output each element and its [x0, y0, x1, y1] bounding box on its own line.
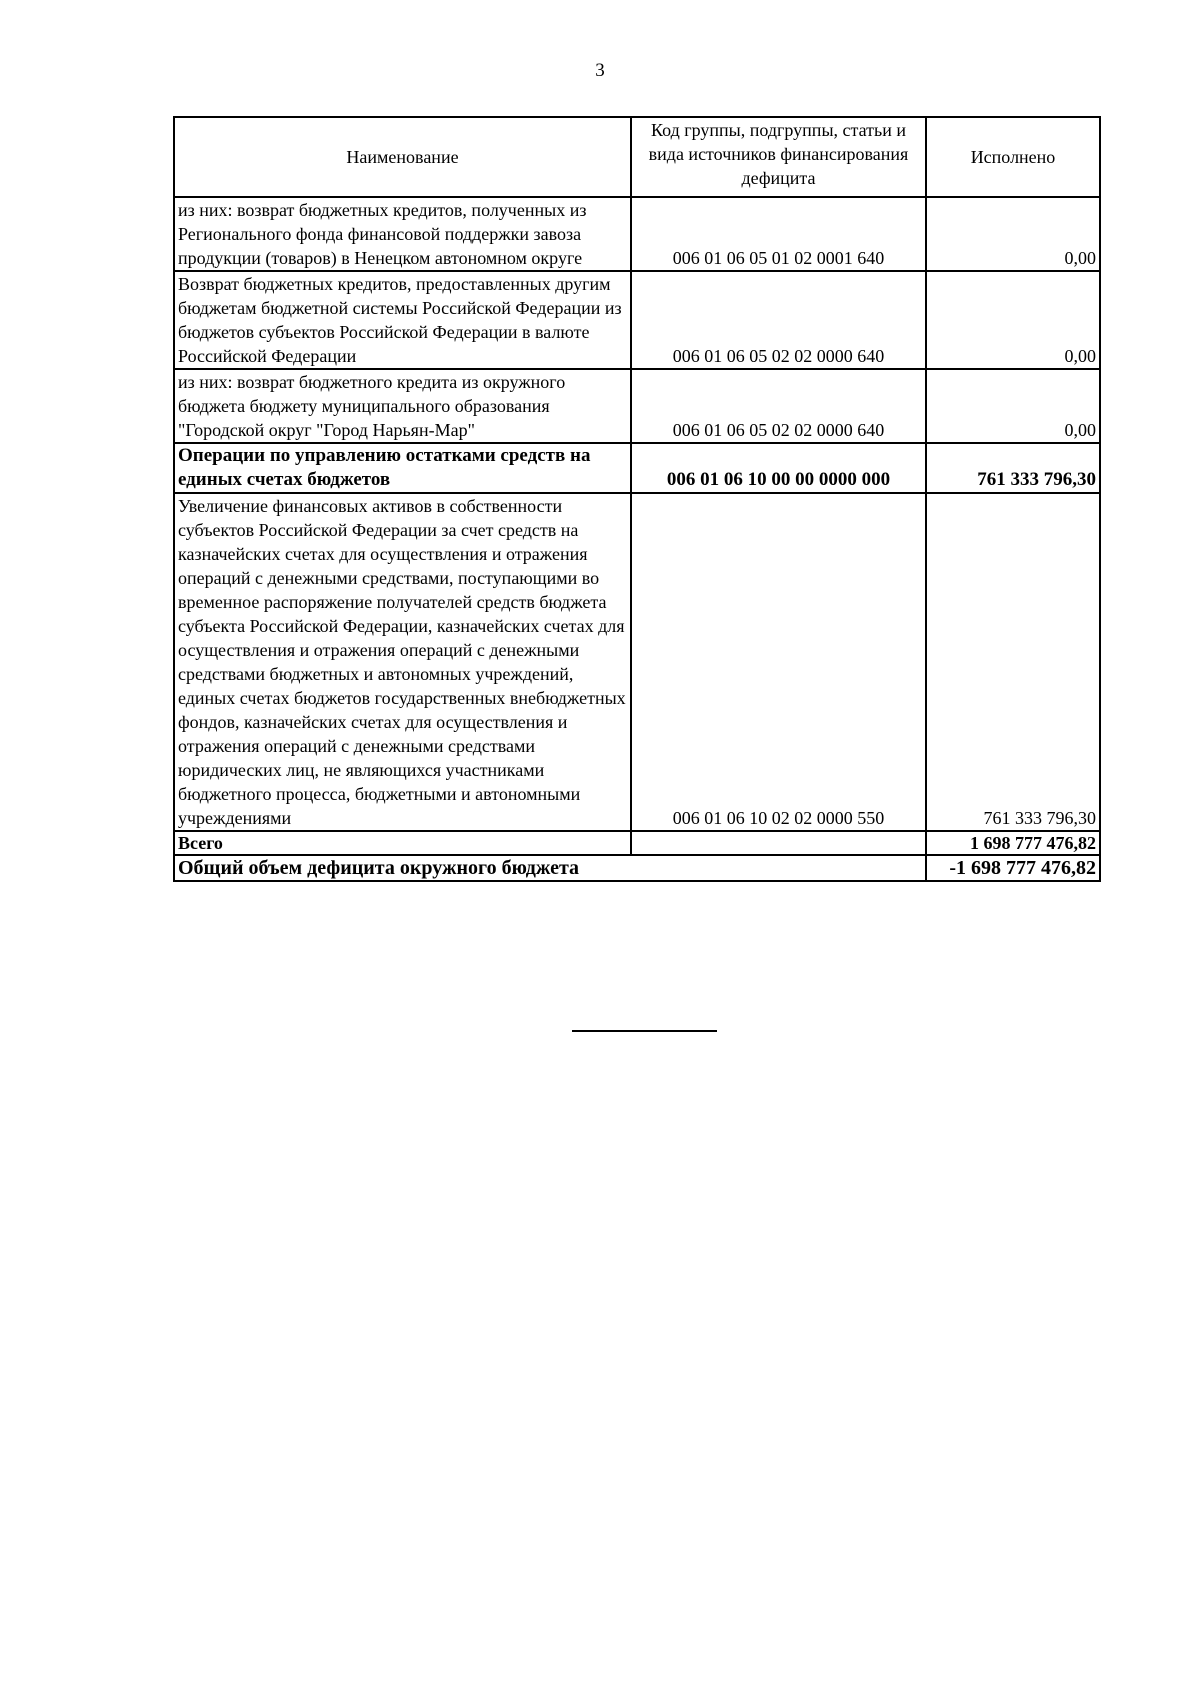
table-row-total: [174, 831, 1100, 855]
row-code: 006 01 06 05 02 02 0000 640: [631, 271, 926, 369]
row-code: 006 01 06 10 00 00 0000 000: [631, 443, 926, 493]
total-code-empty: [631, 831, 926, 855]
table-row-deficit: [174, 855, 1100, 881]
row-executed: 761 333 796,30: [926, 443, 1100, 493]
row-name: из них: возврат бюджетного кредита из окружного бюджета бюджету муниципального образования "Городской округ "Город Нарьян-Мар": [174, 369, 631, 443]
deficit-label: Общий объем дефицита окружного бюджета: [174, 855, 926, 881]
row-executed: 0,00: [926, 369, 1100, 443]
deficit-executed: -1 698 777 476,82: [926, 855, 1100, 881]
total-label: Всего: [174, 831, 631, 855]
row-name: Возврат бюджетных кредитов, предоставленных другим бюджетам бюджетной системы Российской Федерации из бюджетов субъектов Российской Федерации в валюте Российской Федерации: [174, 271, 631, 369]
row-name: Увеличение финансовых активов в собственности субъектов Российской Федерации за счет средств на казначейских счетах для осуществления и отражения операций с денежными средствами, поступающими во временное распоряжение получателей средств бюджета субъекта Российской Федерации, казначейских счетах для осуществления и отражения операций с денежными средствами бюджетных и автономных учреждений, единых счетах бюджетов государственных внебюджетных фондов, казначейских счетах для осуществления и отражения операций с денежными средствами юридических лиц, не являющихся участниками бюджетного процесса, бюджетными и автономными учреждениями: [174, 493, 631, 831]
table-row-section: [174, 443, 1100, 493]
row-executed: 761 333 796,30: [926, 493, 1100, 831]
total-executed: 1 698 777 476,82: [926, 831, 1100, 855]
table-row: [174, 271, 1100, 369]
table-row: [174, 493, 1100, 831]
table-header-row: [174, 117, 1100, 197]
row-code: 006 01 06 10 02 02 0000 550: [631, 493, 926, 831]
row-name: из них: возврат бюджетных кредитов, полученных из Регионального фонда финансовой поддержки завоза продукции (товаров) в Ненецком автономном округе: [174, 197, 631, 271]
row-executed: 0,00: [926, 197, 1100, 271]
budget-sources-table: [173, 116, 1101, 882]
page-number: 3: [595, 60, 605, 81]
header-name: Наименование: [174, 117, 631, 197]
end-divider: [572, 1030, 717, 1032]
row-code: 006 01 06 05 01 02 0001 640: [631, 197, 926, 271]
header-code: Код группы, подгруппы, статьи и вида источников финансирования дефицита: [631, 117, 926, 197]
row-code: 006 01 06 05 02 02 0000 640: [631, 369, 926, 443]
row-executed: 0,00: [926, 271, 1100, 369]
table-row: [174, 197, 1100, 271]
row-name: Операции по управлению остатками средств на единых счетах бюджетов: [174, 443, 631, 493]
header-executed: Исполнено: [926, 117, 1100, 197]
table-row: [174, 369, 1100, 443]
